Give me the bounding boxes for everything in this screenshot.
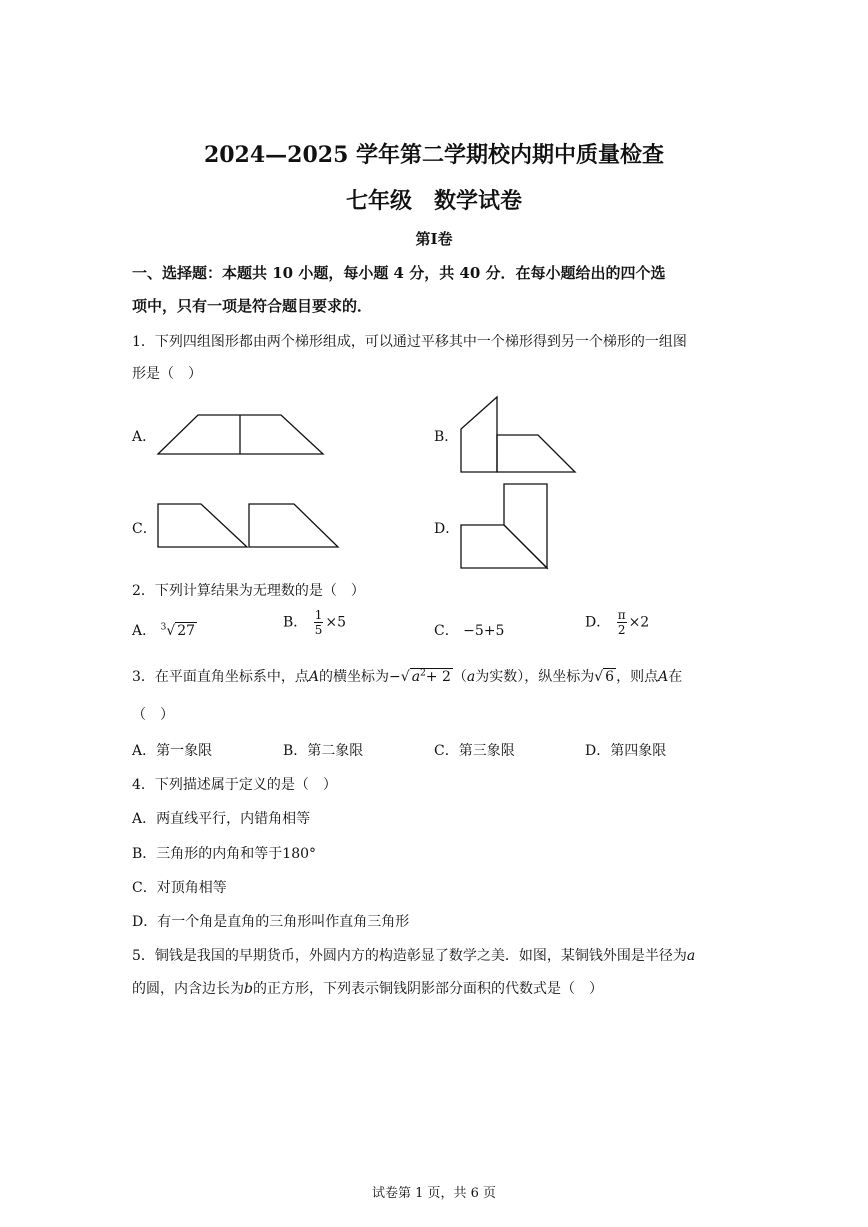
q2-option-b-rest: ×5 bbox=[325, 614, 347, 631]
q1-stem-line2: 形是（ ） bbox=[132, 366, 202, 382]
q3-point-a-2: A bbox=[658, 669, 669, 685]
q5-line2-text-a: 的圆，内含边长为 bbox=[132, 981, 244, 997]
q3-option-c: C．第三象限 bbox=[434, 743, 515, 759]
q3-stem-line2: （ ） bbox=[132, 707, 174, 723]
q1-figure-c bbox=[150, 498, 345, 554]
radical-sign: √ bbox=[166, 623, 176, 639]
q3-radicand-rest: + 2 bbox=[425, 669, 451, 685]
q3-stem-f: 在 bbox=[668, 669, 683, 685]
q2-option-a-radicand: 27 bbox=[177, 623, 196, 639]
q2-option-d-numerator: π bbox=[617, 608, 626, 622]
q3-option-b: B．第二象限 bbox=[283, 743, 364, 759]
q1-figure-b bbox=[455, 392, 580, 478]
q2-option-b-fraction bbox=[314, 608, 324, 637]
q1-figure-d bbox=[455, 478, 555, 574]
q2-option-d-fraction bbox=[617, 608, 627, 637]
section-heading-line2: 项中，只有一项是符合题目要求的． bbox=[132, 297, 373, 315]
q3-radicand-var: a bbox=[411, 669, 421, 685]
q1-option-d-label: D． bbox=[434, 521, 460, 537]
q2-option-b-numerator: 1 bbox=[314, 608, 323, 622]
q3-stem-d: 为实数），纵坐标为 bbox=[475, 669, 595, 685]
q2-option-b-label: B． bbox=[283, 614, 308, 631]
q2-stem: 2．下列计算结果为无理数的是（ ） bbox=[132, 583, 365, 599]
q1-option-b-label: B． bbox=[434, 429, 459, 445]
q2-option-d bbox=[585, 608, 649, 637]
q3-stem-line1 bbox=[132, 666, 682, 686]
q1-stem-line1: 1．下列四组图形都由两个梯形组成，可以通过平移其中一个梯形得到另一个梯形的一组图 bbox=[132, 334, 687, 350]
q3-stem-b: 的横坐标为 bbox=[319, 669, 390, 685]
q3-stem-e: ，则点 bbox=[616, 669, 659, 685]
q2-option-c bbox=[434, 620, 504, 640]
q4-option-d: D．有一个角是直角的三角形叫作直角三角形 bbox=[132, 914, 410, 930]
q2-option-d-rest: ×2 bbox=[628, 614, 650, 631]
exam-title: 2024—2025 学年第二学期校内期中质量检查 bbox=[203, 142, 665, 168]
q3-stem-c: （ bbox=[452, 669, 467, 685]
q3-sqrt6: 6 bbox=[605, 669, 615, 685]
q5-var-a: a bbox=[686, 948, 696, 964]
q3-option-a: A．第一象限 bbox=[132, 743, 213, 759]
q4-option-c: C．对顶角相等 bbox=[132, 880, 227, 896]
q2-option-d-label: D． bbox=[585, 614, 611, 631]
q1-figure-a bbox=[150, 408, 330, 460]
q2-option-a-index: 3 bbox=[160, 622, 167, 633]
q5-stem-line1 bbox=[132, 945, 695, 965]
q5-stem-line2 bbox=[132, 978, 603, 998]
q3-radicand-exp: 2 bbox=[420, 668, 426, 679]
page-footer: 试卷第 1 页，共 6 页 bbox=[371, 1186, 497, 1201]
q3-stem-a: 3．在平面直角坐标系中，点 bbox=[132, 669, 309, 685]
q3-radicand bbox=[410, 668, 453, 685]
radical-sign: √ bbox=[594, 669, 604, 685]
q4-stem: 4．下列描述属于定义的是（ ） bbox=[132, 777, 337, 793]
q5-line1-text: 5．铜钱是我国的早期货币，外圆内方的构造彰显了数学之美．如图，某铜钱外围是半径为 bbox=[132, 948, 687, 964]
q5-var-b: b bbox=[244, 981, 253, 997]
q3-point-a: A bbox=[308, 669, 320, 685]
q3-option-d: D．第四象限 bbox=[585, 743, 667, 759]
q1-option-c-label: C． bbox=[132, 521, 157, 537]
q2-option-b-denominator: 5 bbox=[314, 623, 323, 637]
q4-option-a: A．两直线平行，内错角相等 bbox=[132, 811, 311, 827]
q2-option-a bbox=[132, 620, 197, 640]
minus-sign: −√ bbox=[389, 669, 410, 685]
q5-line2-text-b: 的正方形，下列表示铜钱阴影部分面积的代数式是（ ） bbox=[252, 981, 603, 997]
q2-option-d-denominator: 2 bbox=[617, 623, 626, 637]
volume-label: 第I卷 bbox=[415, 230, 453, 248]
q2-option-a-label: A． bbox=[132, 623, 157, 639]
q2-option-b bbox=[283, 608, 346, 637]
q4-option-b: B．三角形的内角和等于180° bbox=[132, 846, 317, 862]
q2-option-c-expr: −5+5 bbox=[463, 623, 505, 639]
section-heading-line1: 一、选择题：本题共 10 小题，每小题 4 分，共 40 分．在每小题给出的四个选 bbox=[132, 264, 666, 282]
q2-option-c-label: C． bbox=[434, 623, 459, 639]
q1-option-a-label: A． bbox=[132, 429, 157, 445]
exam-subtitle: 七年级 数学试卷 bbox=[345, 188, 522, 214]
q3-var-a: a bbox=[466, 669, 476, 685]
